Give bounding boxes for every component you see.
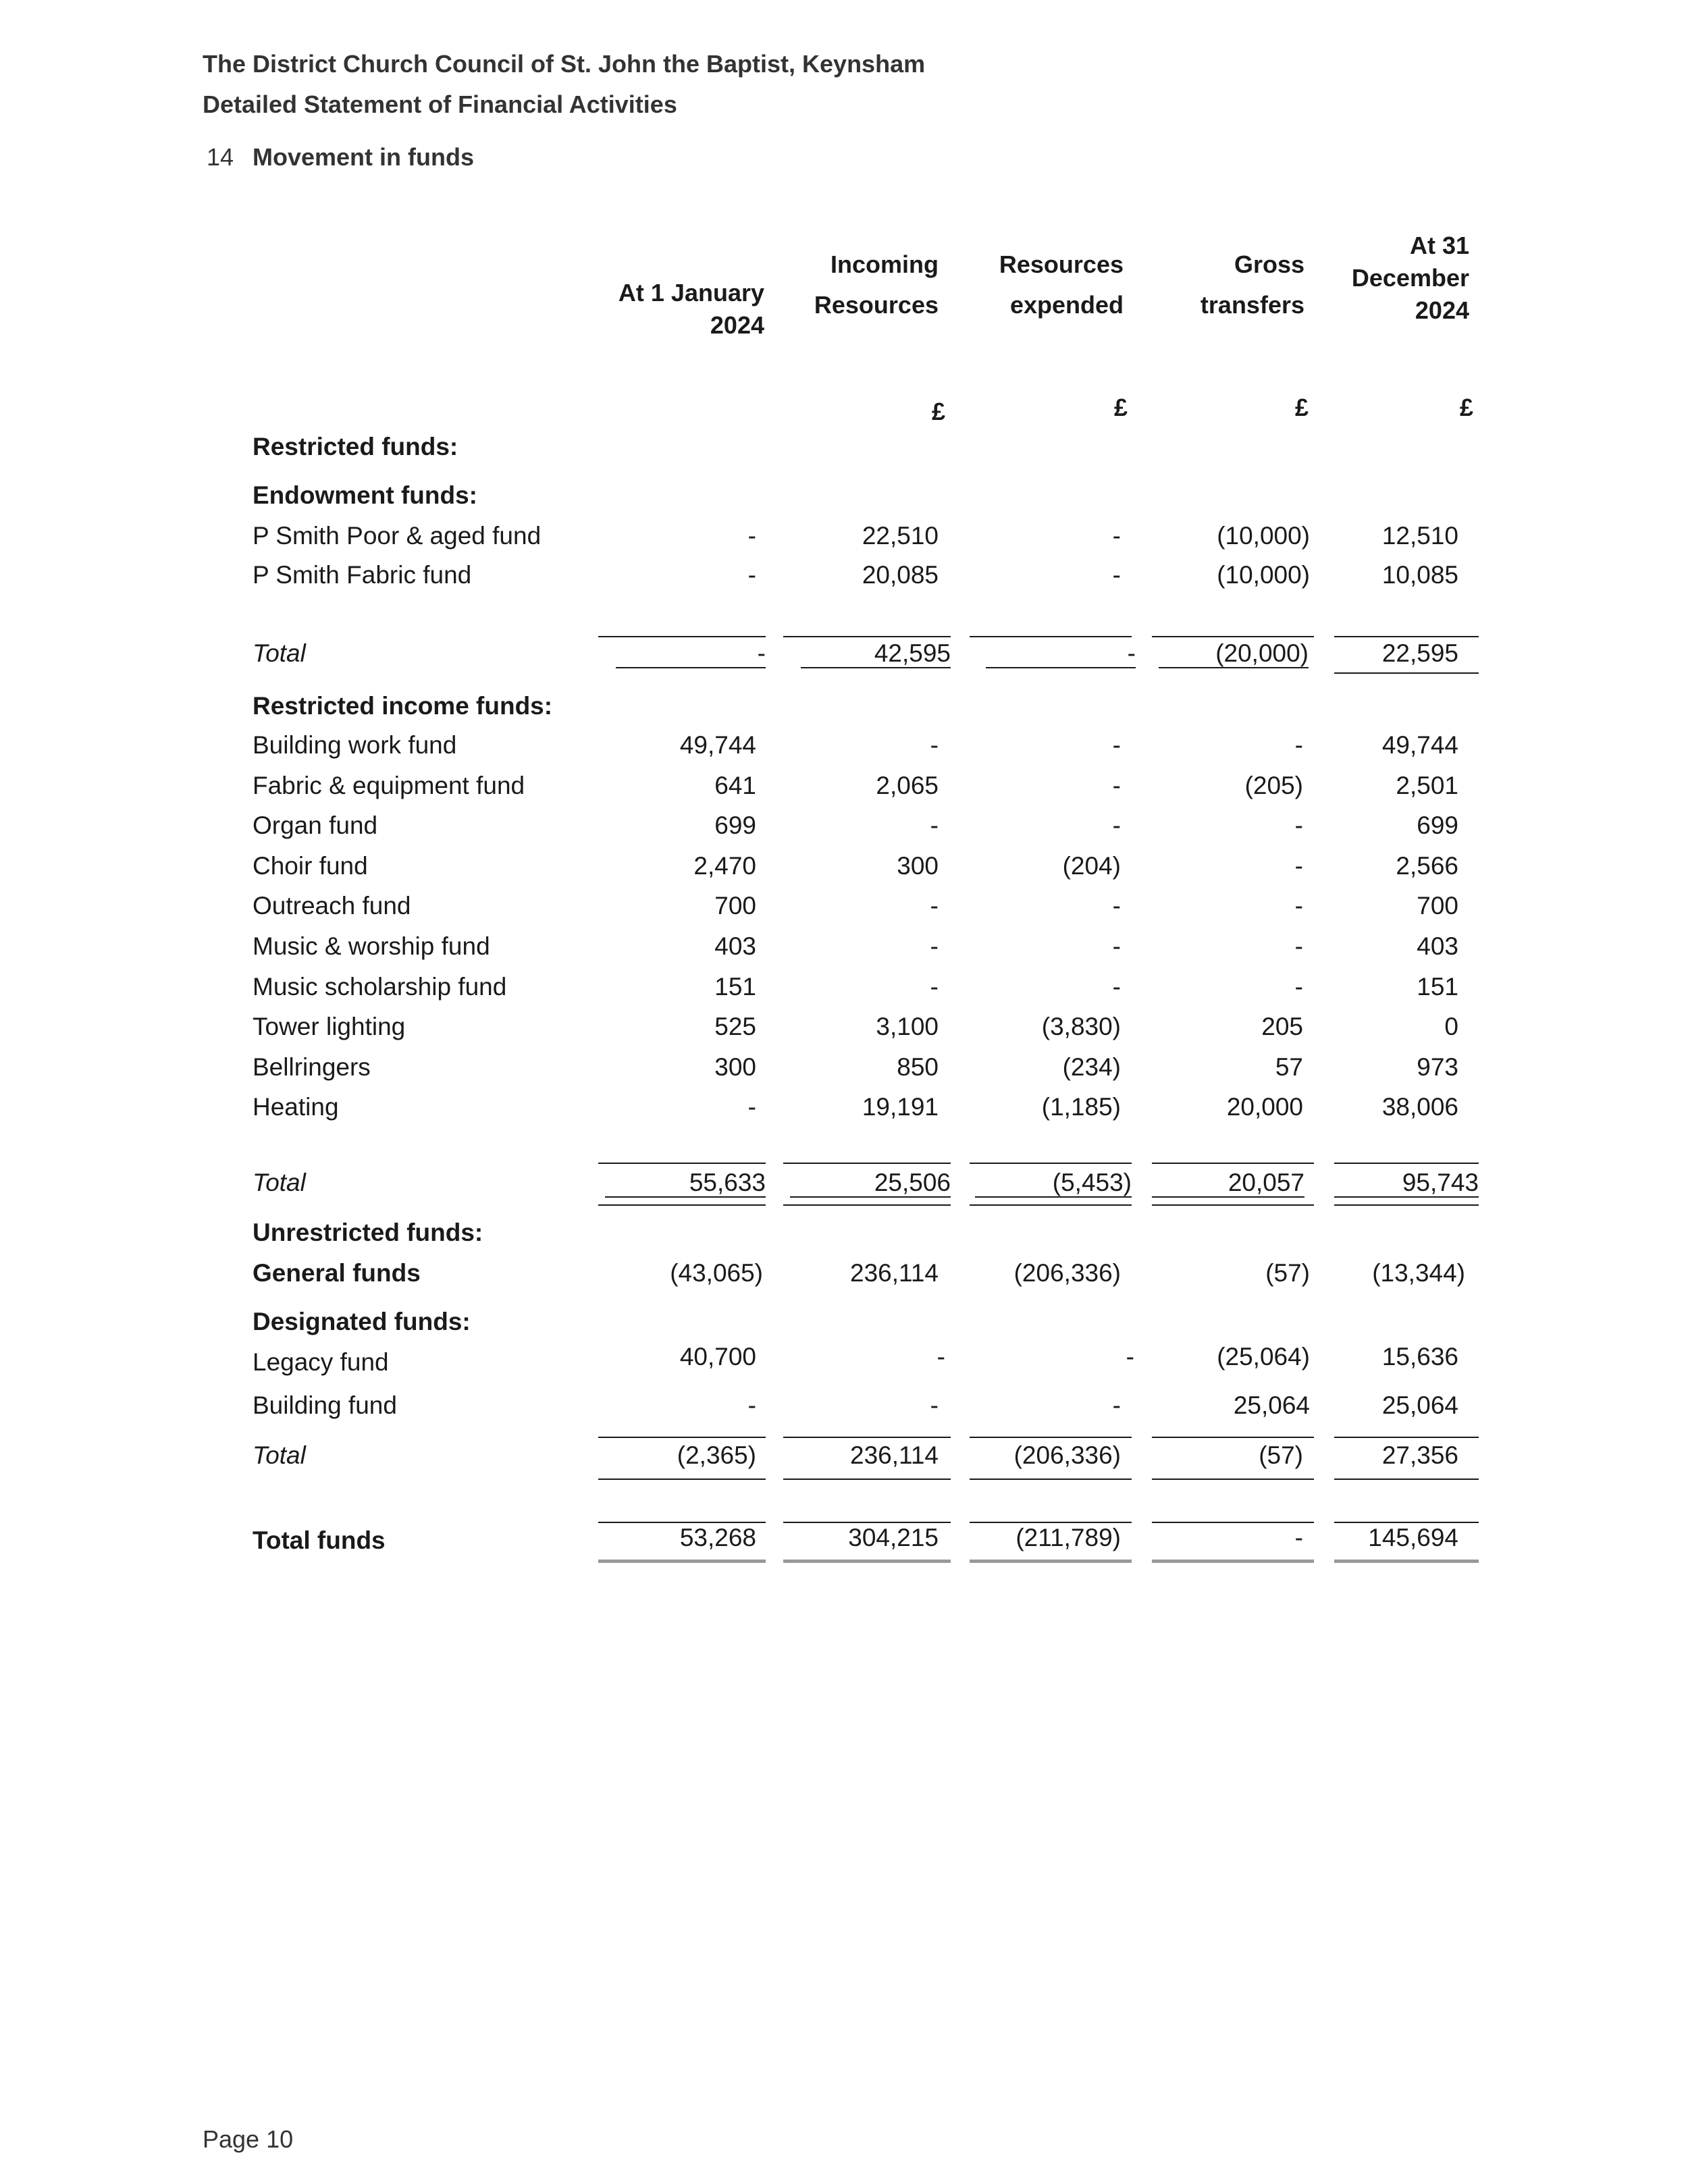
rule xyxy=(1152,636,1314,637)
double-rule xyxy=(598,1560,766,1563)
unit-closing: £ xyxy=(1459,394,1473,421)
rule xyxy=(1152,1163,1314,1164)
page-number: Page 10 xyxy=(203,2125,294,2153)
column-header-incoming: Incoming Resources xyxy=(814,250,939,319)
rule xyxy=(783,1479,951,1480)
double-rule xyxy=(1334,1560,1479,1563)
rule xyxy=(970,1479,1132,1480)
rule xyxy=(1334,636,1479,637)
designated-heading: Designated funds: xyxy=(253,1308,471,1335)
rule xyxy=(598,1437,766,1438)
unit-incoming: £ xyxy=(931,398,945,425)
unit-transfers: £ xyxy=(1294,394,1309,421)
restricted-income-heading: Restricted income funds: xyxy=(253,692,553,720)
rule xyxy=(598,1204,766,1206)
rule xyxy=(1334,1479,1479,1480)
rule xyxy=(1152,1479,1314,1480)
column-header-transfers: Gross transfers xyxy=(1200,250,1304,319)
restricted-heading: Restricted funds: xyxy=(253,433,458,460)
note-title: Movement in funds xyxy=(253,143,475,171)
rule xyxy=(783,1437,951,1438)
endowment-heading: Endowment funds: xyxy=(253,481,477,509)
rule xyxy=(1152,1437,1314,1438)
rule xyxy=(783,1204,951,1206)
rule xyxy=(1334,1163,1479,1164)
rule xyxy=(970,1437,1132,1438)
double-rule xyxy=(783,1560,951,1563)
rule xyxy=(1334,1437,1479,1438)
rule xyxy=(1152,1204,1314,1206)
column-header-expended: Resources expended xyxy=(999,250,1124,319)
rule xyxy=(598,1479,766,1480)
statement-title: Detailed Statement of Financial Activities xyxy=(203,90,677,118)
rule xyxy=(598,1163,766,1164)
note-number: 14 xyxy=(207,143,234,171)
rule xyxy=(970,636,1132,637)
rule xyxy=(970,1204,1132,1206)
column-header-opening: At 1 January 2024 xyxy=(618,279,764,339)
rule xyxy=(783,636,951,637)
rule xyxy=(1334,672,1479,674)
rule xyxy=(783,1163,951,1164)
double-rule xyxy=(1152,1560,1314,1563)
column-header-closing: At 31 December 2024 xyxy=(1351,232,1469,324)
double-rule xyxy=(970,1560,1132,1563)
rule xyxy=(1334,1204,1479,1206)
rule xyxy=(598,636,766,637)
rule xyxy=(970,1163,1132,1164)
unit-expended: £ xyxy=(1113,394,1128,421)
unrestricted-heading: Unrestricted funds: xyxy=(253,1219,483,1246)
org-title: The District Church Council of St. John the Baptist, Keynsham xyxy=(203,50,926,78)
